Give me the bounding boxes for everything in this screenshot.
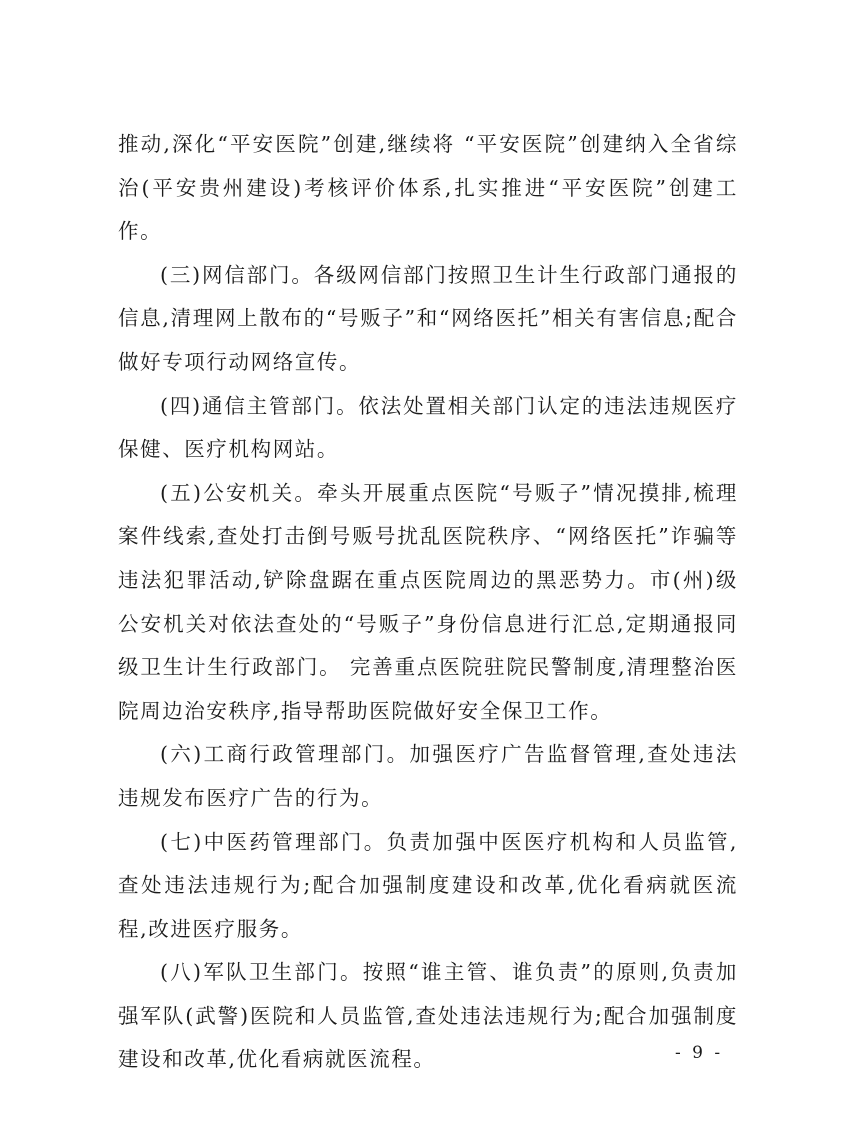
paragraph-5: (六)工商行政管理部门。加强医疗广告监督管理,查处违法违规发布医疗广告的行为。 (118, 742, 738, 810)
paragraph-1: 推动,深化“平安医院”创建,继续将 “平安医院”创建纳入全省综治(平安贵州建设)考核评价体系,扎实推进“平安医院”创建工作。 (118, 132, 738, 244)
page-number: - 9 - (675, 1043, 724, 1063)
paragraph-6: (七)中医药管理部门。负责加强中医医疗机构和人员监管,查处违法违规行为;配合加强制度建设和改革,优化看病就医流程,改进医疗服务。 (118, 829, 738, 941)
paragraph-4: (五)公安机关。牵头开展重点医院“号贩子”情况摸排,梳理案件线索,查处打击倒号贩号扰乱医院秩序、“网络医托”诈骗等违法犯罪活动,铲除盘踞在重点医院周边的黑恶势力。市(州)级公安机关对依法查处的“号贩子”身份信息进行汇总,定期通报同级卫生计生行政部门。 完善重点医院驻院民警制度,清理整治医院周边治安秩序,指导帮助医院做好安全保卫工作。 (118, 480, 738, 723)
document-body (118, 123, 738, 1082)
paragraph-3: (四)通信主管部门。依法处置相关部门认定的违法违规医疗保健、医疗机构网站。 (118, 393, 738, 462)
paragraph-2: (三)网信部门。各级网信部门按照卫生计生行政部门通报的信息,清理网上散布的“号贩子”和“网络医托”相关有害信息;配合做好专项行动网络宣传。 (118, 262, 738, 374)
paragraph-7: (八)军队卫生部门。按照“谁主管、谁负责”的原则,负责加强军队(武警)医院和人员监管,查处违法违规行为;配合加强制度建设和改革,优化看病就医流程。 (118, 960, 738, 1072)
